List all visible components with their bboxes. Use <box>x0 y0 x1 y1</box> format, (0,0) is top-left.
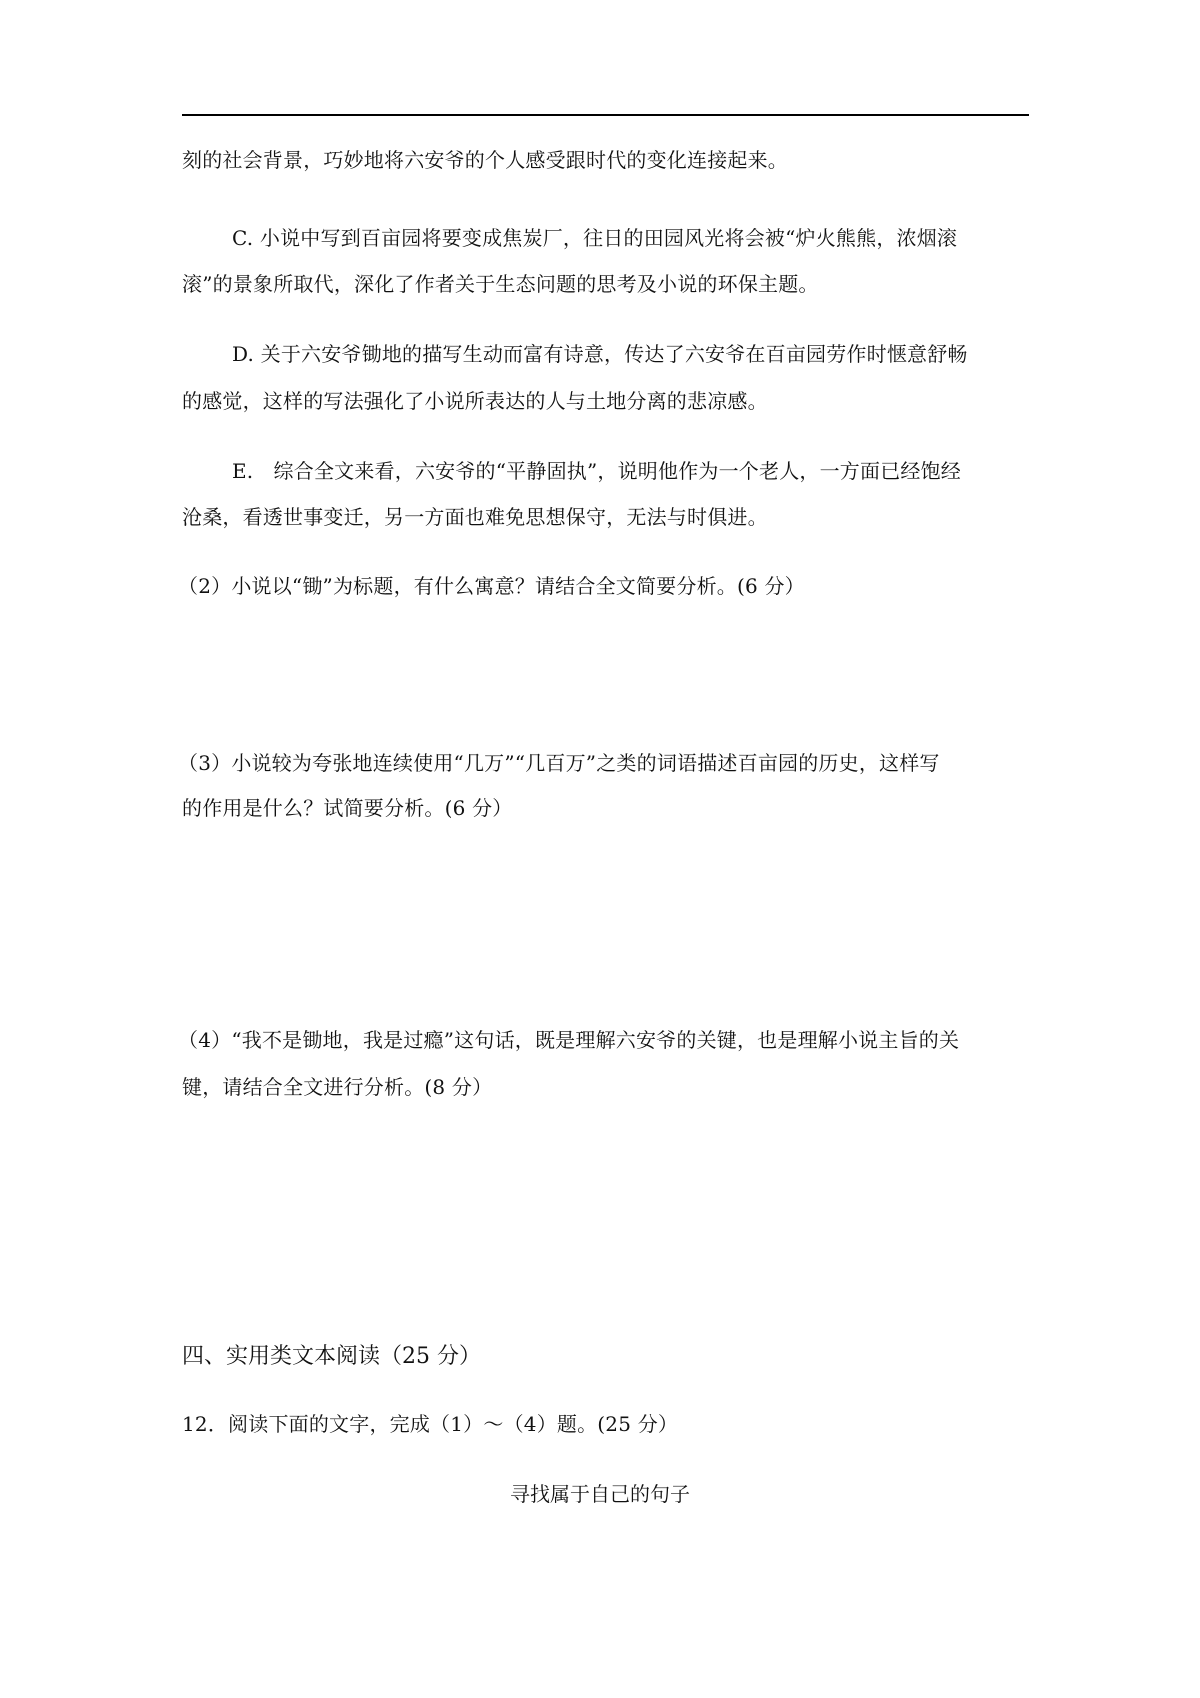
question-4-line-2: 键，请结合全文进行分析。(8 分） <box>182 1075 493 1099</box>
question-3-line-1: （3）小说较为夸张地连续使用“几万”“几百万”之类的词语描述百亩园的历史，这样写 <box>178 751 940 775</box>
option-c-line-2: 滚”的景象所取代，深化了作者关于生态问题的思考及小说的环保主题。 <box>182 272 819 296</box>
article-title: 寻找属于自己的句子 <box>510 1482 690 1506</box>
option-d-line-1: D. 关于六安爷锄地的描写生动而富有诗意，传达了六安爷在百亩园劳作时惬意舒畅 <box>232 342 968 366</box>
option-b-continued: 刻的社会背景，巧妙地将六安爷的个人感受跟时代的变化连接起来。 <box>182 148 788 172</box>
question-3-line-2: 的作用是什么？试简要分析。(6 分） <box>182 796 513 820</box>
question-12: 12．阅读下面的文字，完成（1）～（4）题。(25 分） <box>182 1412 679 1436</box>
question-2: （2）小说以“锄”为标题，有什么寓意？请结合全文简要分析。(6 分） <box>178 574 805 598</box>
option-e-line-1: E. 综合全文来看，六安爷的“平静固执”，说明他作为一个老人，一方面已经饱经 <box>232 459 962 483</box>
option-e-line-2: 沧桑，看透世事变迁，另一方面也难免思想保守，无法与时俱进。 <box>182 505 768 529</box>
section-heading: 四、实用类文本阅读（25 分） <box>182 1344 481 1369</box>
option-d-line-2: 的感觉，这样的写法强化了小说所表达的人与土地分离的悲凉感。 <box>182 389 768 413</box>
header-rule <box>182 114 1029 116</box>
question-4-line-1: （4）“我不是锄地，我是过瘾”这句话，既是理解六安爷的关键，也是理解小说主旨的关 <box>178 1028 960 1052</box>
option-c-line-1: C. 小说中写到百亩园将要变成焦炭厂，往日的田园风光将会被“炉火熊熊，浓烟滚 <box>232 226 958 250</box>
